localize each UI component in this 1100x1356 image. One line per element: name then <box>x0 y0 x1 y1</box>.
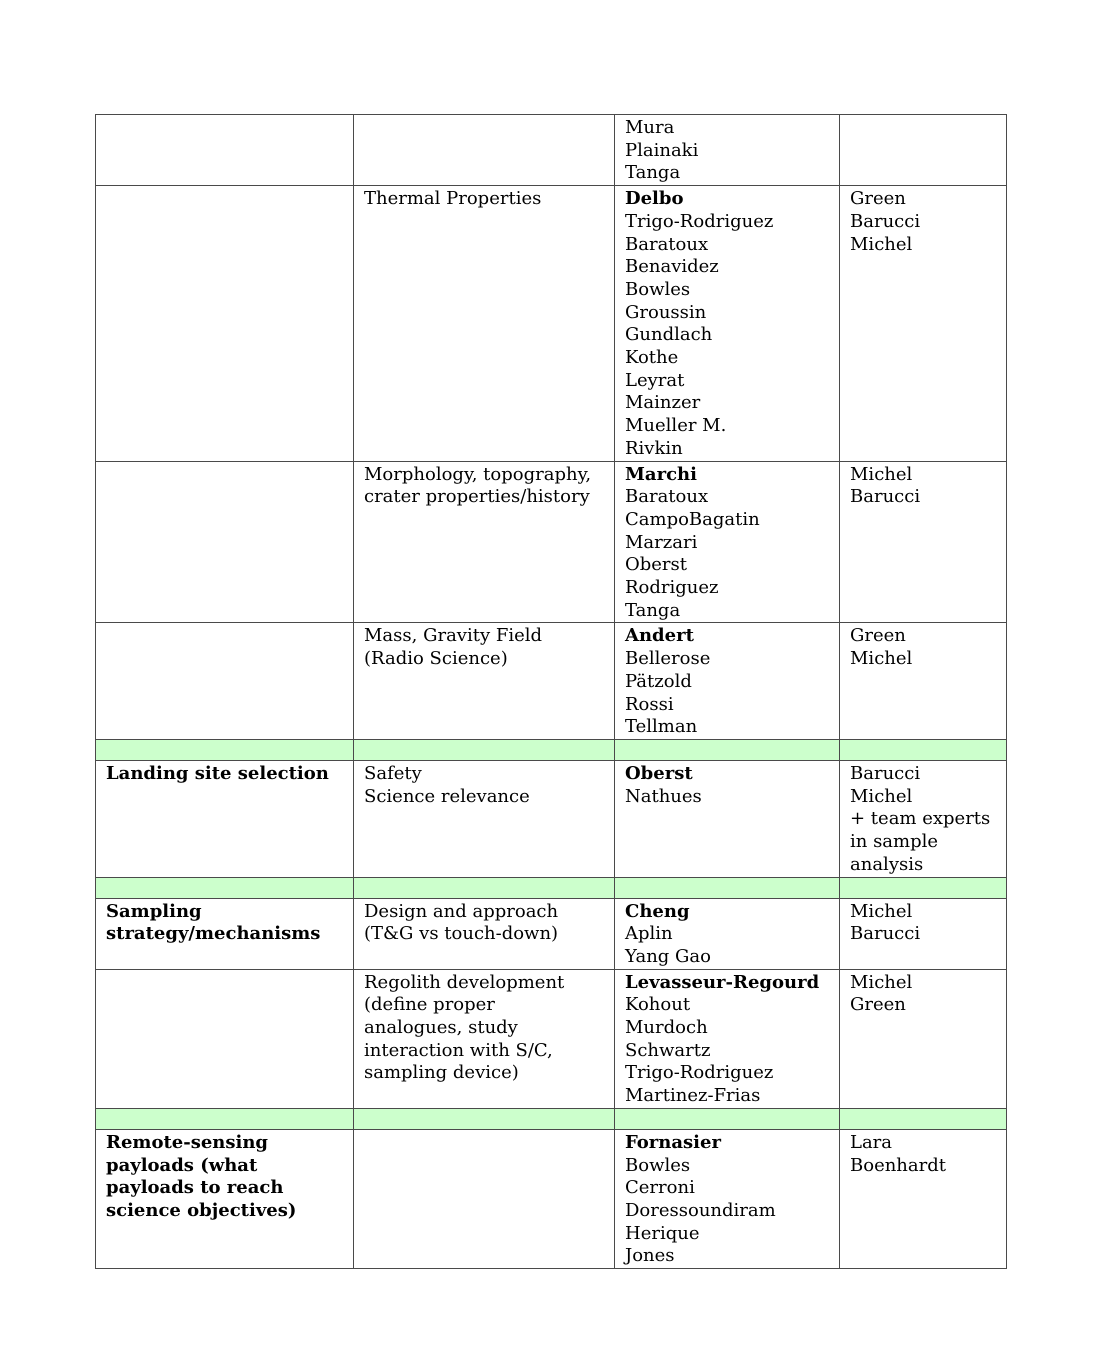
contacts-cell <box>840 969 1007 1108</box>
member-line: Herique <box>625 1222 700 1244</box>
member-line: Nathues <box>625 785 702 807</box>
member-line: Martinez-Frias <box>625 1085 761 1107</box>
category-line: strategy/mechanisms <box>106 923 321 945</box>
member-line: Doressoundiram <box>625 1199 776 1221</box>
member-line: CampoBagatin <box>625 508 760 530</box>
contact-line: in sample <box>850 831 939 853</box>
contact-line: + team experts <box>850 808 991 830</box>
member-line: Bowles <box>625 278 691 300</box>
topic-cell <box>354 1129 615 1268</box>
category-line: payloads (what <box>106 1154 258 1176</box>
separator-cell <box>354 739 615 760</box>
table-row <box>96 623 1007 740</box>
topic-line: Mass, Gravity Field <box>364 625 543 647</box>
member-line: Bowles <box>625 1154 691 1176</box>
separator-cell <box>840 877 1007 898</box>
member-line: Bellerose <box>625 648 711 670</box>
lead-member: Levasseur-Regourd <box>625 971 820 993</box>
member-line: Cerroni <box>625 1177 695 1199</box>
members-cell <box>615 760 840 877</box>
topic-line: (T&G vs touch-down) <box>364 923 559 945</box>
member-line: Tanga <box>625 599 681 621</box>
separator-cell <box>96 1108 354 1129</box>
lead-member: Delbo <box>625 188 684 210</box>
contact-line: Barucci <box>850 923 921 945</box>
topic-line: Science relevance <box>364 785 530 807</box>
topic-cell <box>354 461 615 623</box>
lead-member: Marchi <box>625 463 697 485</box>
table-row <box>96 760 1007 877</box>
topic-cell <box>354 969 615 1108</box>
contacts-cell <box>840 898 1007 969</box>
category-cell <box>96 1129 354 1268</box>
member-line: Rivkin <box>625 437 683 459</box>
category-cell <box>96 623 354 740</box>
member-line: Mainzer <box>625 392 701 414</box>
members-cell <box>615 969 840 1108</box>
separator-cell <box>615 877 840 898</box>
topic-line: crater properties/history <box>364 486 590 508</box>
contact-line: Barucci <box>850 210 921 232</box>
category-cell <box>96 461 354 623</box>
contact-line: Green <box>850 994 906 1016</box>
contact-line: Lara <box>850 1131 893 1153</box>
separator-cell <box>354 1108 615 1129</box>
category-cell <box>96 115 354 186</box>
category-line: payloads to reach <box>106 1177 284 1199</box>
table-row <box>96 1129 1007 1268</box>
contacts-cell <box>840 186 1007 461</box>
lead-member: Oberst <box>625 762 693 784</box>
category-cell <box>96 760 354 877</box>
working-groups-table <box>95 114 1007 1269</box>
separator-cell <box>840 739 1007 760</box>
member-line: Mueller M. <box>625 415 727 437</box>
topic-line: interaction with S/C, <box>364 1039 553 1061</box>
contact-line: Michel <box>850 900 913 922</box>
table-row <box>96 461 1007 623</box>
contact-line: Green <box>850 625 906 647</box>
contact-line: Michel <box>850 463 913 485</box>
member-line: Trigo-Rodriguez <box>625 210 774 232</box>
topic-cell <box>354 115 615 186</box>
member-line: Mura <box>625 117 675 138</box>
contacts-cell <box>840 760 1007 877</box>
contact-line: Green <box>850 188 906 210</box>
members-cell <box>615 898 840 969</box>
member-line: Tanga <box>625 162 681 184</box>
table-row <box>96 898 1007 969</box>
separator-cell <box>96 877 354 898</box>
contact-line: Boenhardt <box>850 1154 946 1176</box>
topic-line: Thermal Properties <box>364 188 542 210</box>
member-line: Tellman <box>625 716 698 738</box>
topic-line: Morphology, topography, <box>364 463 592 485</box>
member-line: Kohout <box>625 994 691 1016</box>
member-line: Yang Gao <box>625 945 712 967</box>
contact-line: Michel <box>850 785 913 807</box>
topic-line: (define proper <box>364 994 495 1016</box>
member-line: Kothe <box>625 347 679 369</box>
member-line: Gundlach <box>625 324 713 346</box>
member-line: Aplin <box>625 923 673 945</box>
members-cell <box>615 115 840 186</box>
member-line: Rossi <box>625 693 674 715</box>
member-line: Benavidez <box>625 256 719 278</box>
lead-member: Cheng <box>625 900 690 922</box>
member-line: Leyrat <box>625 369 685 391</box>
member-line: Pätzold <box>625 670 692 692</box>
member-line: Marzari <box>625 531 698 553</box>
member-line: Schwartz <box>625 1039 711 1061</box>
member-line: Oberst <box>625 554 688 576</box>
members-cell <box>615 461 840 623</box>
topic-cell <box>354 186 615 461</box>
members-cell <box>615 623 840 740</box>
separator-cell <box>615 1108 840 1129</box>
category-cell <box>96 969 354 1108</box>
section-separator-row <box>96 1108 1007 1129</box>
table-row <box>96 115 1007 186</box>
contacts-cell <box>840 1129 1007 1268</box>
member-line: Rodriguez <box>625 577 719 599</box>
contact-line: Michel <box>850 971 913 993</box>
category-line: science objectives) <box>106 1199 297 1221</box>
category-cell <box>96 186 354 461</box>
section-separator-row <box>96 877 1007 898</box>
separator-cell <box>615 739 840 760</box>
member-line: Baratoux <box>625 486 709 508</box>
table-row <box>96 186 1007 461</box>
topic-line: sampling device) <box>364 1062 519 1084</box>
topic-line: Regolith development <box>364 971 565 993</box>
member-line: Trigo-Rodriguez <box>625 1062 774 1084</box>
contacts-cell <box>840 461 1007 623</box>
lead-member: Fornasier <box>625 1131 721 1153</box>
separator-cell <box>96 739 354 760</box>
contacts-cell <box>840 115 1007 186</box>
lead-member: Andert <box>625 625 694 647</box>
contact-line: Barucci <box>850 486 921 508</box>
member-line: Groussin <box>625 301 707 323</box>
members-cell <box>615 186 840 461</box>
topic-cell <box>354 898 615 969</box>
contact-line: Barucci <box>850 762 921 784</box>
topic-line: analogues, study <box>364 1017 518 1039</box>
contacts-cell <box>840 623 1007 740</box>
contact-line: analysis <box>850 853 924 875</box>
member-line: Plainaki <box>625 139 699 161</box>
member-line: Murdoch <box>625 1017 708 1039</box>
member-line: Jones <box>625 1245 675 1267</box>
topic-line: Design and approach <box>364 900 559 922</box>
table-body <box>96 115 1007 1269</box>
separator-cell <box>840 1108 1007 1129</box>
topic-cell <box>354 760 615 877</box>
topic-line: Safety <box>364 762 422 784</box>
separator-cell <box>354 877 615 898</box>
topic-cell <box>354 623 615 740</box>
category-line: Remote-sensing <box>106 1131 269 1153</box>
topic-line: (Radio Science) <box>364 648 508 670</box>
members-cell <box>615 1129 840 1268</box>
category-line: Landing site selection <box>106 762 329 784</box>
table-row <box>96 969 1007 1108</box>
category-cell <box>96 898 354 969</box>
category-line: Sampling <box>106 900 202 922</box>
section-separator-row <box>96 739 1007 760</box>
member-line: Baratoux <box>625 233 709 255</box>
contact-line: Michel <box>850 648 913 670</box>
contact-line: Michel <box>850 233 913 255</box>
